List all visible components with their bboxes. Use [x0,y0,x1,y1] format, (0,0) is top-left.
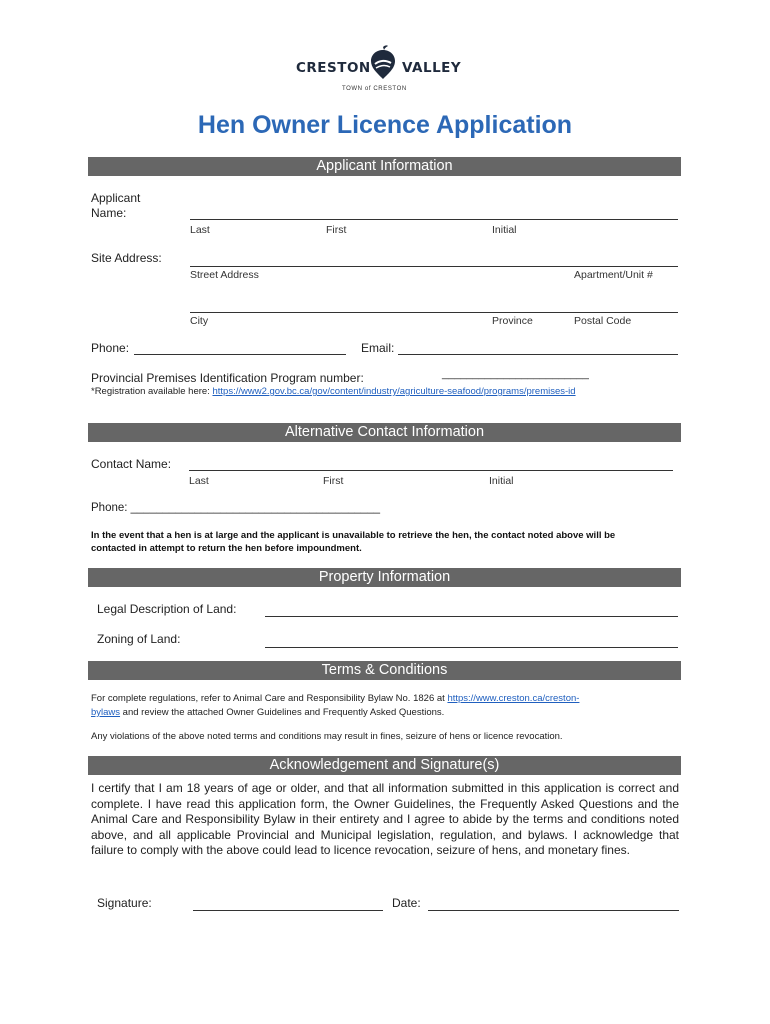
email-label: Email: [361,341,395,355]
phone-field[interactable] [134,354,346,355]
registration-link[interactable]: https://www2.gov.bc.ca/gov/content/industry/agriculture-seafood/programs/premises-id [212,386,576,397]
bylaw-link-part2[interactable]: bylaws [91,707,121,718]
apartment-sublabel: Apartment/Unit # [574,269,653,281]
applicant-initial-sublabel: Initial [492,224,517,236]
date-label: Date: [392,896,421,910]
terms-text-after: and review the attached Owner Guidelines and Frequently Asked Questions. [120,707,445,718]
section-bar-property: Property Information [88,568,681,587]
legal-description-label: Legal Description of Land: [97,602,237,616]
phone-label: Phone: [91,341,130,355]
zoning-field[interactable] [265,647,678,648]
legal-description-field[interactable] [265,616,678,617]
province-sublabel: Province [492,315,533,327]
street-address-field[interactable] [190,266,678,267]
page-title: Hen Owner Licence Application [197,111,573,139]
apple-pin-logo-icon [368,44,398,82]
logo-right-word: VALLEY [402,60,462,76]
certification-text: I certify that I am 18 years of age or older, and that all information submitted in this application is correct and complete. I have read this application form, the Owner Guidelines, the Frequently Asked Questions and the Animal Care and Responsibility Bylaw in their entirety and I agree to abide by the terms and conditions noted above, and all applicable Provincial and Municipal legislation, regulation, and bylaws. I acknowledge that failure to comply with the above could lead to licence revocation, seizure of hens, and monetary fines. [91,781,679,858]
logo-subtitle: TOWN of CRESTON [342,86,407,92]
terms-text [91,692,681,720]
contact-phone-field[interactable]: Phone: _______________________________________ [91,502,381,514]
logo-left-word: CRESTON [296,60,371,76]
contact-name-field[interactable] [189,470,673,471]
contact-notice: In the event that a hen is at large and the applicant is unavailable to retrieve the hen, the contact noted above will be contacted in attempt to return the hen before impoundment. [91,530,616,554]
email-field[interactable] [398,354,678,355]
signature-label: Signature: [97,896,152,910]
premises-label: Provincial Premises Identification Program number: [91,371,364,385]
applicant-name-label: Applicant Name: [91,191,141,220]
registration-note [91,386,576,397]
section-bar-applicant: Applicant Information [88,157,681,176]
section-bar-terms: Terms & Conditions [88,661,681,680]
zoning-label: Zoning of Land: [97,632,181,646]
signature-field[interactable] [193,910,383,911]
bylaw-link-part1[interactable]: https://www.creston.ca/creston- [447,693,580,704]
applicant-name-field[interactable] [190,219,678,220]
applicant-first-sublabel: First [326,224,347,236]
premises-field[interactable]: ________________________ [442,368,589,380]
section-bar-acknowledgement: Acknowledgement and Signature(s) [88,756,681,775]
city-sublabel: City [190,315,209,327]
applicant-last-sublabel: Last [190,224,210,236]
city-field[interactable] [190,312,678,313]
contact-initial-sublabel: Initial [489,475,514,487]
section-bar-alternative: Alternative Contact Information [88,423,681,442]
contact-last-sublabel: Last [189,475,209,487]
contact-first-sublabel: First [323,475,344,487]
street-address-sublabel: Street Address [190,269,259,281]
terms-violations: Any violations of the above noted terms and conditions may result in fines, seizure of hens or licence revocation. [91,731,563,742]
postal-code-sublabel: Postal Code [574,315,632,327]
date-field[interactable] [428,910,679,911]
terms-text-before: For complete regulations, refer to Animal Care and Responsibility Bylaw No. 1826 at [91,693,448,704]
contact-name-label: Contact Name: [91,457,172,471]
registration-prefix: *Registration available here: [91,386,213,397]
site-address-label: Site Address: [91,251,162,265]
